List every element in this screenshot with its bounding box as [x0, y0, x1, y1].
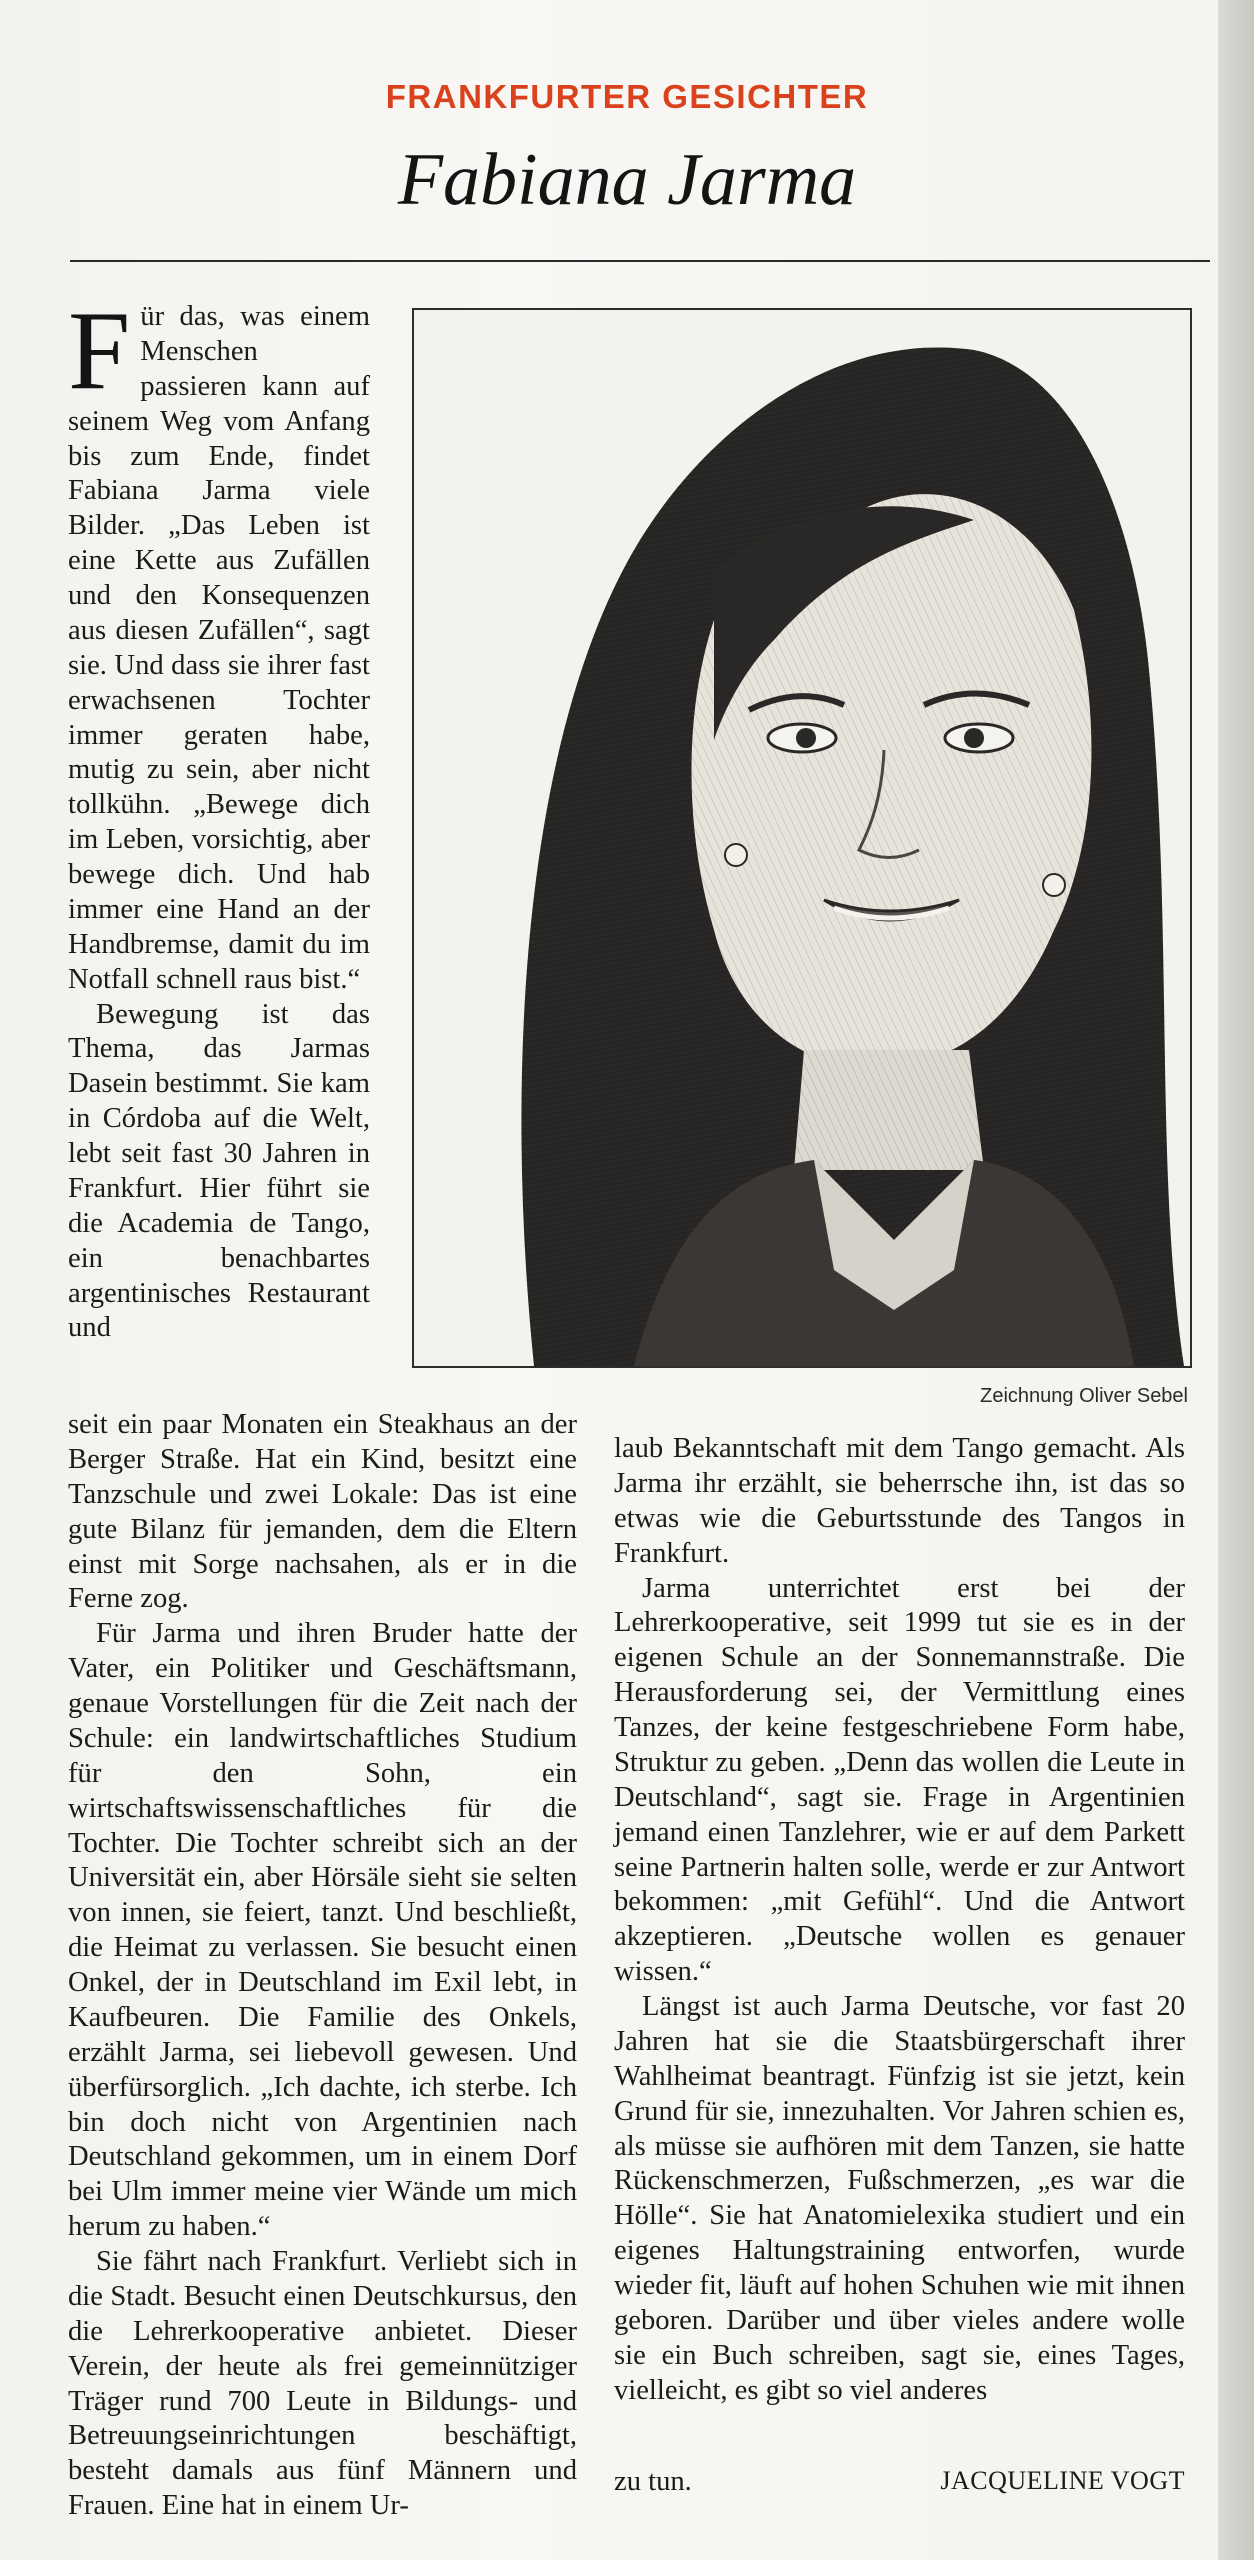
paragraph-frankfurt: Sie fährt nach Frankfurt. Verliebt sich in die Stadt. Besucht einen Deutschkursus, den die Lehrerkooperative anbietet. Dieser Verein, der heute als frei gemeinnütziger Träger rund 700 Leute in Bildungs- und Betreuungseinrichtungen beschäftigt, besteht damals aus fünf Männern und Frauen. Eine hat in einem Ur- — [68, 2246, 577, 2522]
article-headline: Fabiana Jarma — [397, 139, 857, 221]
paragraph-bewegung-continued: seit ein paar Monaten ein Steakhaus an der Berger Straße. Hat ein Kind, besitzt eine Tanzschule und zwei Lokale: Das ist eine gute Bilanz für jemanden, dem die Eltern einst mit Sorge nachsahen, als er in die Ferne zog. — [68, 1409, 577, 1615]
lead-text: ür das, was einem Menschen passieren kann auf seinem Weg vom Anfang bis zum Ende, findet Fabiana Jarma viele Bilder. „Das Leben ist eine Kette aus Zufällen und den Konsequenzen aus diesen Zufällen“, sagt sie. Und dass sie ihrer fast erwachsenen Tochter immer geraten habe, mutig zu sein, aber nicht tollkühn. „Bewege dich im Leben, vorsichtig, aber bewege dich. Und hab immer eine Hand an der Handbremse, damit du im Notfall schnell raus bist.“ — [68, 301, 370, 995]
headline-divider — [70, 260, 1210, 262]
closing-text: zu tun. — [614, 2466, 692, 2497]
article-end-line — [614, 2466, 1185, 2506]
portrait-drawing — [414, 310, 1190, 1366]
page-edge — [1218, 0, 1254, 2560]
paragraph-bewegung: Bewegung ist das Thema, das Jarmas Dasein bestimmt. Sie kam in Córdoba auf die Welt, lebt seit fast 30 Jahren in Frankfurt. Hier führt sie die Academia de Tango, ein benachbartes argentinisches Restaurant und — [68, 998, 370, 1344]
portrait-illustration — [412, 308, 1192, 1368]
paragraph-staatsbuergerschaft: Längst ist auch Jarma Deutsche, vor fast 20 Jahren hat sie die Staatsbürgerschaft ihrer Wahlheimat beantragt. Fünfzig ist sie jetzt, kein Grund für sie, innezuhalten. Vor Jahren schien es, als müsse sie aufhören mit dem Tanzen, sie hatte Rückenschmerzen, Fußschmerzen, „es war die Hölle“. Sie hat Anatomielexika studiert und ein eigenes Haltungstraining entworfen, wurde wieder fit, läuft auf hohen Schuhen wie mit ihnen geboren. Darüber und über vieles andere wolle sie ein Buch schreiben, sagt sie, eines Tages, vielleicht, es gibt so viel anderes — [614, 1991, 1185, 2406]
article-column-1 — [68, 289, 370, 1346]
section-kicker: FRANKFURTER GESICHTER — [385, 78, 869, 115]
paragraph-frankfurt-continued: laub Bekanntschaft mit dem Tango gemacht. Als Jarma ihr erzählt, sie beherrsche ihn, ist das so etwas wie die Geburtsstunde des Tangos in Frankfurt. — [614, 1433, 1185, 1569]
image-caption: Zeichnung Oliver Sebel — [980, 1385, 1188, 1407]
article-column-2 — [68, 1408, 577, 2524]
drop-cap: F — [68, 289, 131, 413]
paragraph-lehrerkooperative: Jarma unterrichtet erst bei der Lehrerkooperative, seit 1999 tut sie es in der eigenen Schule an der Sonnemannstraße. Die Herausforderung sei, der Vermittlung eines Tanzes, der keine festgeschriebene Form habe, Struktur zu geben. „Denn das wollen die Leute in Deutschland“, sagt sie. Frage in Argentinien jemand einen Tanzlehrer, wie er auf dem Parkett seine Partnerin halten solle, werde er zur Antwort bekommen: „mit Gefühl“. Und die Antwort akzeptieren. „Deutsche wollen es genauer wissen.“ — [614, 1572, 1185, 1988]
author-byline: JACQUELINE VOGT — [940, 2466, 1185, 2495]
lead-paragraph — [68, 289, 370, 998]
paragraph-bruder: Für Jarma und ihren Bruder hatte der Vater, ein Politiker und Geschäftsmann, genaue Vorstellungen für die Zeit nach der Schule: ein landwirtschaftliches Studium für den Sohn, ein wirtschaftswissenschaftliches für die Tochter. Die Tochter schreibt sich an der Universität ein, aber Hörsäle sieht sie selten von innen, sie feiert, tanzt. Und beschließt, die Heimat zu verlassen. Sie besucht einen Onkel, der in Deutschland im Exil lebt, in Kaufbeuren. Die Familie des Onkels, erzählt Jarma, sei liebevoll gewesen. Und überfürsorglich. „Ich dachte, ich sterbe. Ich bin doch nicht von Argentinien nach Deutschland gekommen, um in einem Dorf bei Ulm immer meine vier Wände um mich herum zu haben.“ — [68, 1618, 577, 2243]
article-column-3 — [614, 1432, 1185, 2409]
